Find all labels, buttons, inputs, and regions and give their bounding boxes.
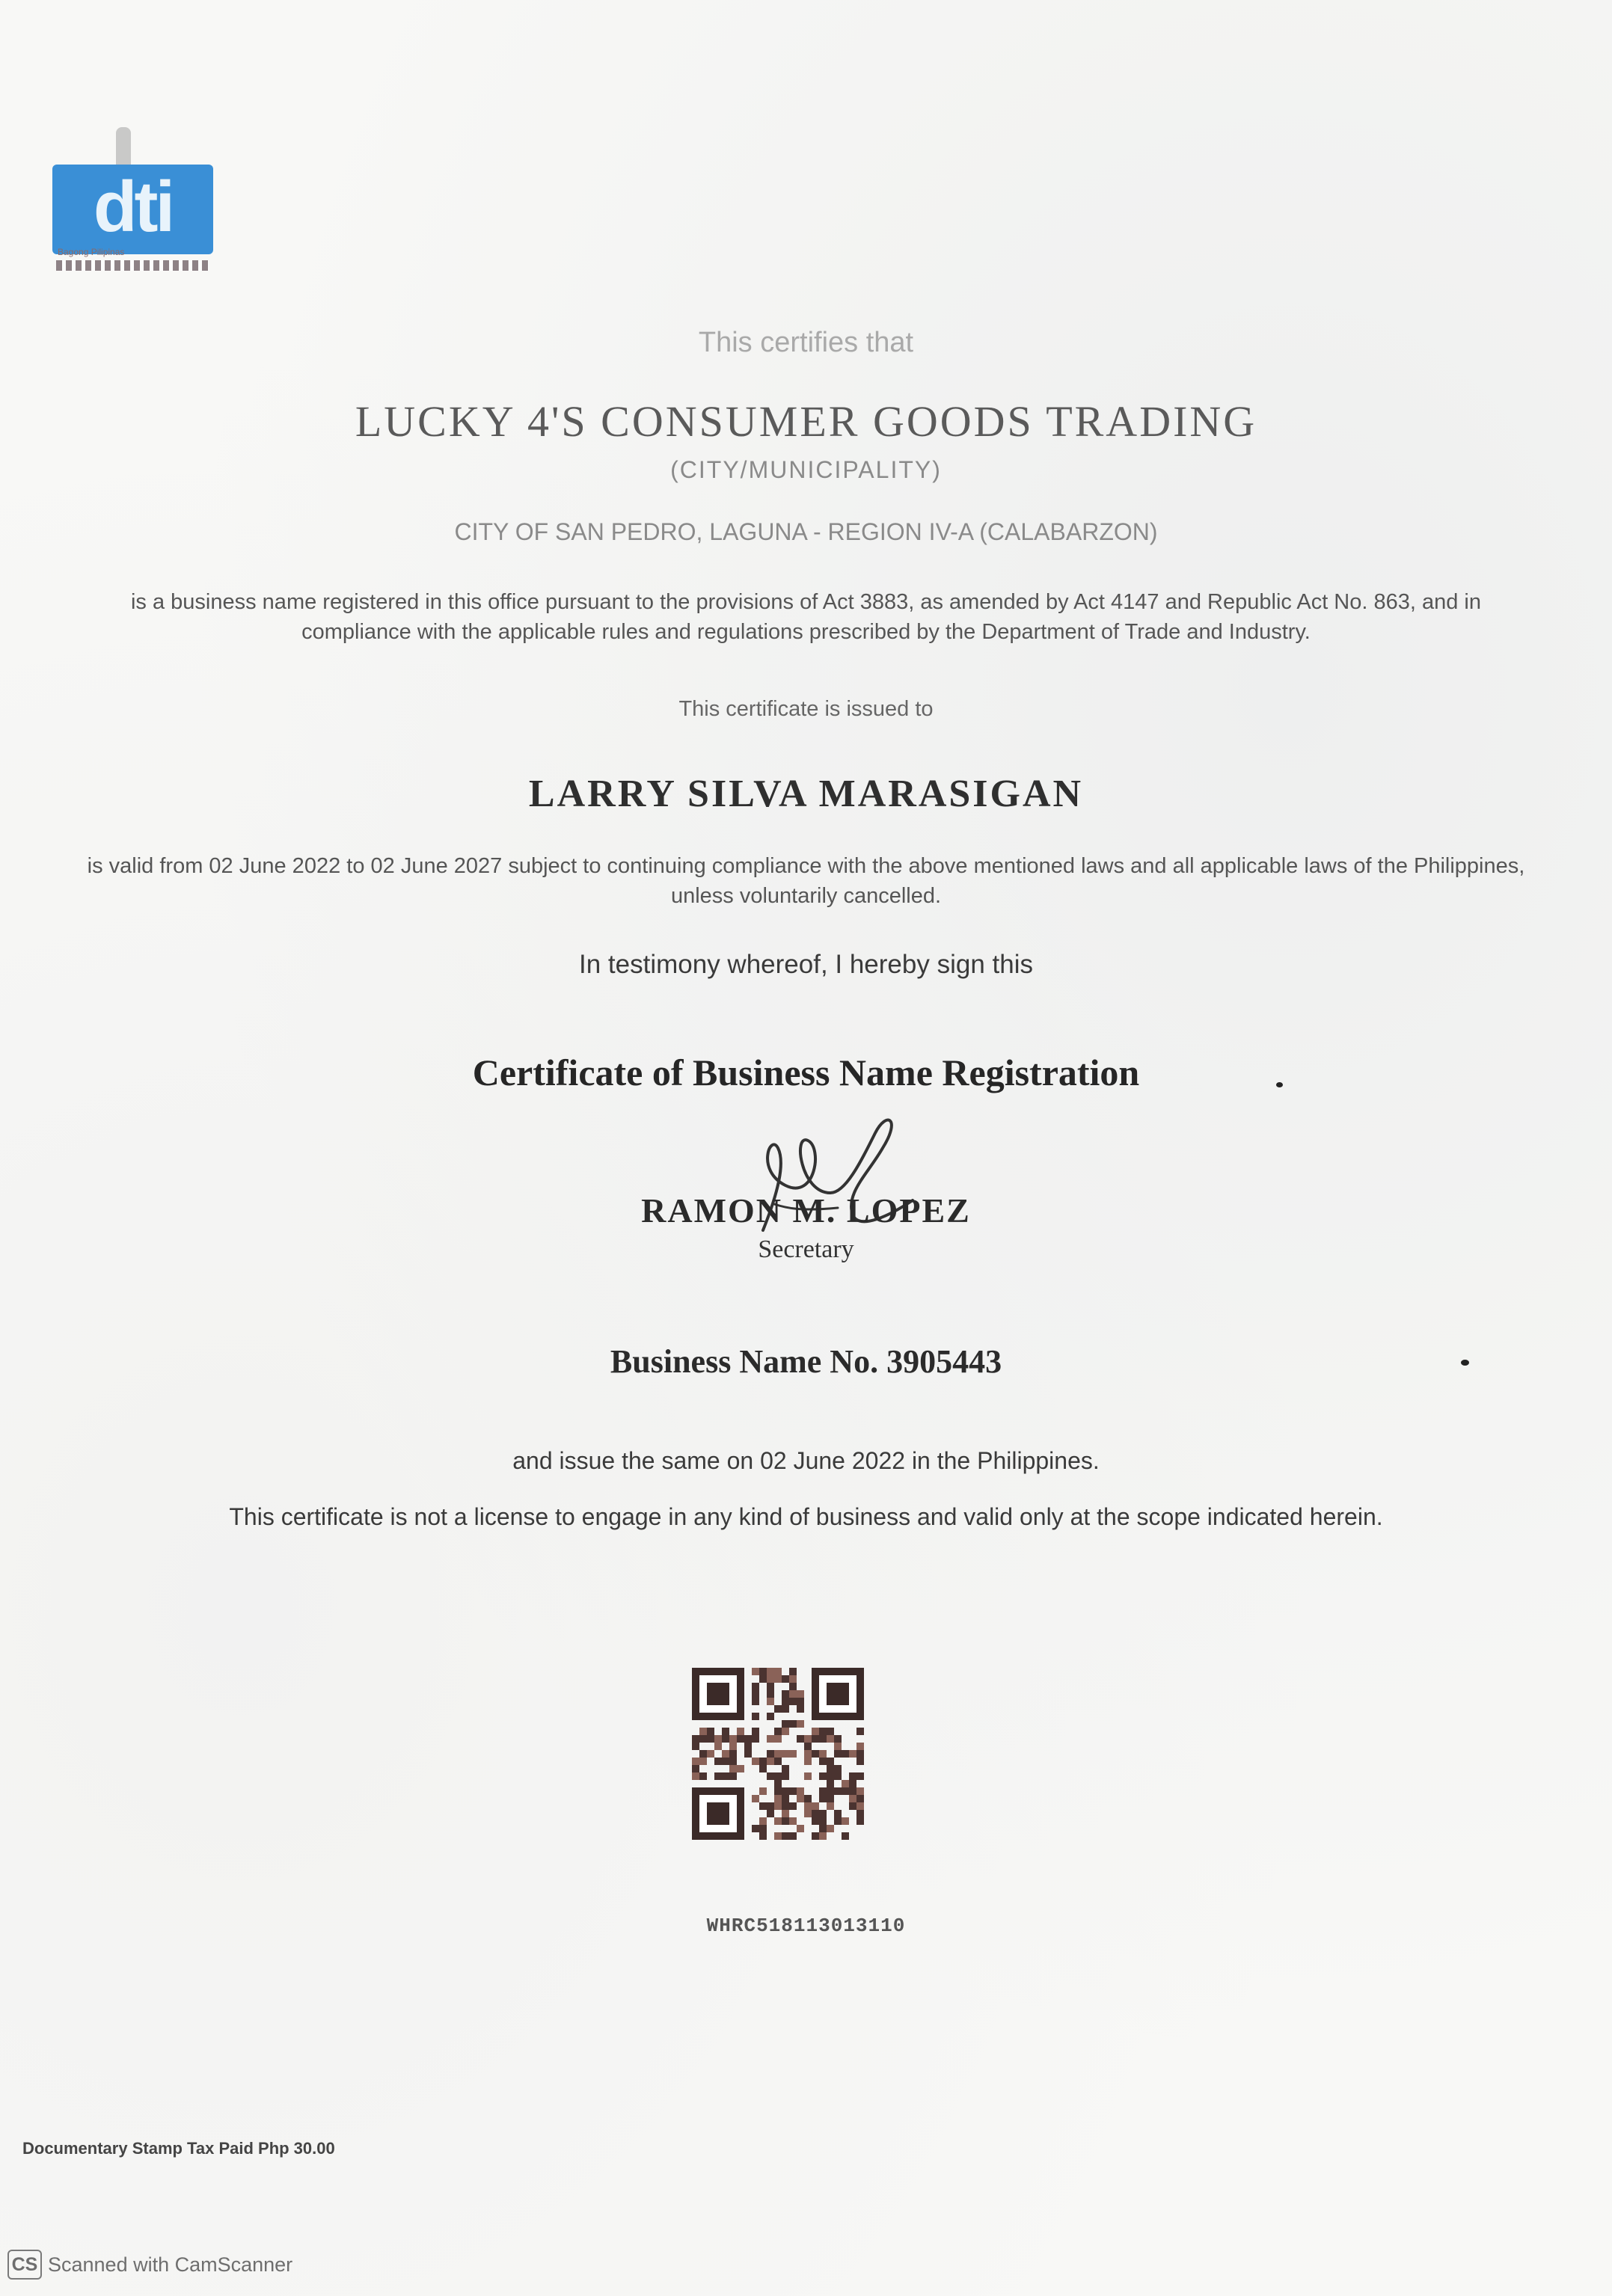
validity-paragraph: is valid from 02 June 2022 to 02 June 2027 subject to continuing compliance with the above mentioned laws and all applicable laws of the Philippines, unless voluntarily cancelled.	[87, 854, 1525, 908]
location: CITY OF SAN PEDRO, LAGUNA - REGION IV-A (CALABARZON)	[454, 518, 1158, 545]
business-name-number: Business Name No. 3905443	[610, 1343, 1002, 1380]
camscanner-badge: CS	[7, 2250, 42, 2280]
camscanner-watermark	[7, 2248, 292, 2281]
testimony-text: In testimony whereof, I hereby sign this	[579, 950, 1033, 979]
reference-code: WHRC518113013110	[706, 1915, 906, 1937]
secretary-title: Secretary	[758, 1236, 854, 1263]
dti-logo	[41, 127, 228, 292]
logo-subtext: Bagong Pilipinas	[58, 247, 125, 257]
issue-date-text: and issue the same on 02 June 2022 in the Philippines.	[512, 1447, 1100, 1474]
secretary-name: RAMON M. LOPEZ	[641, 1191, 971, 1230]
qr-code	[692, 1668, 864, 1840]
owner-name: LARRY SILVA MARASIGAN	[528, 773, 1084, 815]
camscanner-label: Scanned with CamScanner	[48, 2253, 293, 2276]
city-municipality-label: (CITY/MUNICIPALITY)	[670, 456, 942, 483]
logo-text: dti	[93, 167, 173, 247]
ink-speck	[1461, 1360, 1469, 1366]
ink-speck	[1276, 1082, 1283, 1087]
disclaimer-text: This certificate is not a license to engage in any kind of business and valid only at the scope indicated herein.	[229, 1503, 1383, 1530]
certificate-title: Certificate of Business Name Registration	[472, 1052, 1140, 1093]
logo-strip	[56, 260, 209, 271]
business-name: LUCKY 4'S CONSUMER GOODS TRADING	[355, 397, 1257, 446]
intro-text: This certifies that	[698, 327, 914, 358]
issued-to-text: This certificate is issued to	[678, 697, 934, 721]
registration-paragraph: is a business name registered in this office pursuant to the provisions of Act 3883, as amended by Act 4147 and Republic Act No. 863, and in compliance with the applicable rules and regulations prescribed by the Department of Trade and Industry.	[130, 590, 1482, 644]
documentary-stamp-fee: Documentary Stamp Tax Paid Php 30.00	[22, 2139, 335, 2158]
